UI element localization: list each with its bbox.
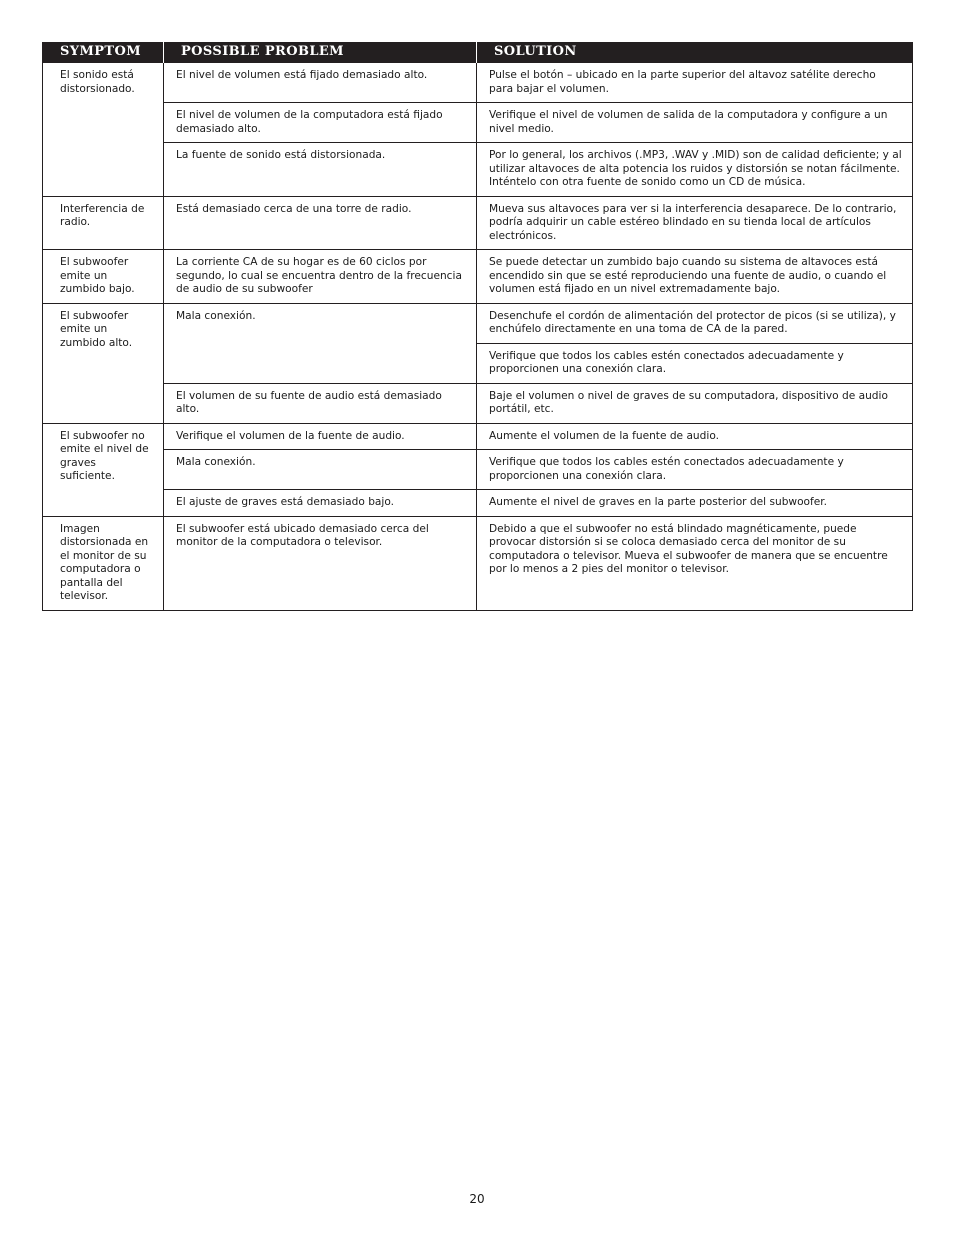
- table-row: [43, 450, 913, 490]
- solution-cell: Aumente el nivel de graves en la parte posterior del subwoofer.: [477, 490, 913, 517]
- table-row: [43, 516, 913, 610]
- solution-cell: Aumente el volumen de la fuente de audio.: [477, 423, 913, 450]
- solution-cell: Debido a que el subwoofer no está blindado magnéticamente, puede provocar distorsión si se coloca demasiado cerca del monitor de su computadora o televisor. Mueva el subwoofer de manera que se encuentre por lo menos a 2 pies del monitor o televisor.: [477, 516, 913, 610]
- table-row: [43, 383, 913, 423]
- problem-cell: Está demasiado cerca de una torre de radio.: [164, 196, 477, 250]
- table-row: [43, 303, 913, 343]
- solution-cell: Verifique el nivel de volumen de salida de la computadora y configure a un nivel medio.: [477, 103, 913, 143]
- problem-cell: Mala conexión.: [164, 303, 477, 383]
- table-row: [43, 423, 913, 450]
- table-row: [43, 103, 913, 143]
- problem-cell: Verifique el volumen de la fuente de audio.: [164, 423, 477, 450]
- symptom-cell: Interferencia de radio.: [43, 196, 164, 250]
- solution-cell: Verifique que todos los cables estén conectados adecuadamente y proporcionen una conexión clara.: [477, 450, 913, 490]
- solution-cell: Desenchufe el cordón de alimentación del protector de picos (si se utiliza), y enchúfelo directamente en una toma de CA de la pared.: [477, 303, 913, 343]
- solution-cell: Se puede detectar un zumbido bajo cuando su sistema de altavoces está encendido sin que se esté reproduciendo una fuente de audio, o cuando el volumen está fijado en un nivel extremadamente bajo.: [477, 250, 913, 304]
- problem-cell: El nivel de volumen de la computadora está fijado demasiado alto.: [164, 103, 477, 143]
- symptom-cell: El subwoofer no emite el nivel de graves suficiente.: [43, 423, 164, 516]
- problem-cell: El nivel de volumen está fijado demasiado alto.: [164, 63, 477, 103]
- troubleshooting-page: [42, 42, 912, 611]
- problem-cell: Mala conexión.: [164, 450, 477, 490]
- symptom-cell: El subwoofer emite un zumbido alto.: [43, 303, 164, 423]
- solution-cell: Verifique que todos los cables estén conectados adecuadamente y proporcionen una conexión clara.: [477, 343, 913, 383]
- problem-cell: El ajuste de graves está demasiado bajo.: [164, 490, 477, 517]
- problem-cell: El subwoofer está ubicado demasiado cerca del monitor de la computadora o televisor.: [164, 516, 477, 610]
- solution-cell: Por lo general, los archivos (.MP3, .WAV y .MID) son de calidad deficiente; y al utilizar altavoces de alta potencia los ruidos y distorsión se notan fácilmente. Inténtelo con otra fuente de sonido como un CD de música.: [477, 143, 913, 197]
- page-number: 20: [469, 1192, 485, 1206]
- solution-cell: Pulse el botón – ubicado en la parte superior del altavoz satélite derecho para bajar el volumen.: [477, 63, 913, 103]
- troubleshooting-table: [42, 42, 913, 611]
- table-row: [43, 196, 913, 250]
- problem-cell: La fuente de sonido está distorsionada.: [164, 143, 477, 197]
- table-row: [43, 490, 913, 517]
- symptom-cell: El sonido está distorsionado.: [43, 63, 164, 197]
- solution-cell: Baje el volumen o nivel de graves de su computadora, dispositivo de audio portátil, etc.: [477, 383, 913, 423]
- symptom-cell: Imagen distorsionada en el monitor de su computadora o pantalla del televisor.: [43, 516, 164, 610]
- header-possible-problem: POSSIBLE PROBLEM: [164, 42, 477, 63]
- table-row: [43, 143, 913, 197]
- table-row: [43, 63, 913, 103]
- table-row: [43, 250, 913, 304]
- symptom-cell: El subwoofer emite un zumbido bajo.: [43, 250, 164, 304]
- header-symptom: SYMPTOM: [43, 42, 164, 63]
- problem-cell: El volumen de su fuente de audio está demasiado alto.: [164, 383, 477, 423]
- header-solution: SOLUTION: [477, 42, 913, 63]
- table-header-row: [43, 42, 913, 63]
- problem-cell: La corriente CA de su hogar es de 60 ciclos por segundo, lo cual se encuentra dentro de la frecuencia de audio de su subwoofer: [164, 250, 477, 304]
- solution-cell: Mueva sus altavoces para ver si la interferencia desaparece. De lo contrario, podría adquirir un cable estéreo blindado en su tienda local de artículos electrónicos.: [477, 196, 913, 250]
